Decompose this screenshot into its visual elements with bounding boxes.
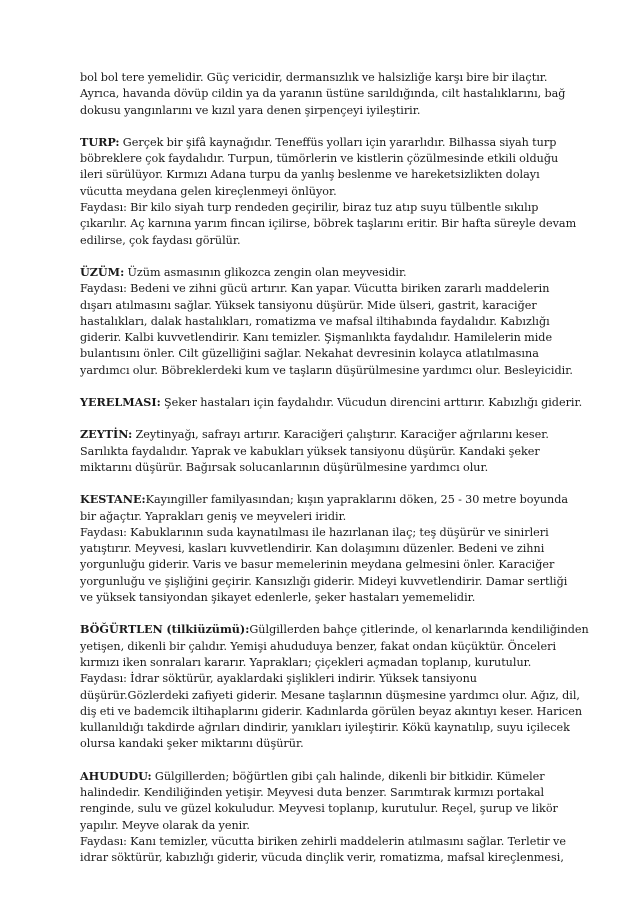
line-text: yetişen, dikenli bir çalıdır. Yemişi ahududuya benzer, fakat ondan küçüktür. Önceleri <box>80 639 557 653</box>
text-line <box>80 768 560 785</box>
text-line <box>80 557 560 573</box>
text-line <box>80 590 560 606</box>
text-line <box>80 103 560 119</box>
text-line <box>80 314 560 330</box>
section-heading: YERELMASI: <box>80 395 161 410</box>
line-text: giderir. Kalbi kuvvetlendirir. Kanı temizler. Şişmanlıkta faydalıdır. Hamilelerin mide <box>80 331 553 345</box>
line-text: Zeytinyağı, safrayı artırır. Karaciğeri çalıştırır. Karaciğer ağrılarını keser. <box>132 428 549 442</box>
line-text: Faydası: Kabuklarının suda kaynatılması ile hazırlanan ilaç; teş düşürür ve sinirleri <box>80 525 549 539</box>
text-line <box>80 671 560 687</box>
section-heading: ÜZÜM: <box>80 264 125 279</box>
text-line <box>80 184 560 200</box>
line-text: Faydası: Bedeni ve zihni gücü artırır. Kan yapar. Vücutta biriken zararlı maddelerin <box>80 282 550 296</box>
text-line <box>80 834 566 850</box>
text-line <box>80 134 560 151</box>
text-line <box>80 444 560 460</box>
text-line <box>80 394 583 411</box>
line-text: yatıştırır. Meyvesi, kasları kuvvetlendirir. Kan dolaşımını düzenler. Bedeni ve zihni <box>80 542 545 556</box>
line-text: ileri sürülüyor. Kırmızı Adana turpu da yanlış beslenme ve hareketsizlikten dolayı <box>80 168 540 182</box>
line-text: Gülgillerden bahçe çitlerinde, ol kenarlarında kendiliğinden <box>249 623 589 637</box>
text-line <box>80 801 560 817</box>
line-text: idrar söktürür, kabızlığı giderir, vücuda dinçlik verir, romatizma, mafsal kireçlenmesi, <box>80 851 564 865</box>
line-text: bol bol tere yemelidir. Güç vericidir, dermansızlık ve halsizliğe karşı bire bir ilaçtır. <box>80 71 548 84</box>
line-text: bir ağaçtır. Yaprakları geniş ve meyveleri iridir. <box>80 509 347 523</box>
line-text: hastalıkları, dalak hastalıkları, romatizma ve mafsal iltihabında faydalıdır. Kabızlığı <box>80 314 550 328</box>
line-text: ve yüksek tansiyondan şikayet edenlerle, şeker hastaları yememelidir. <box>80 591 476 605</box>
text-line <box>80 298 560 314</box>
line-text: Faydası: İdrar söktürür, ayaklardaki şişlikleri indirir. Yüksek tansiyonu <box>80 672 477 686</box>
line-text: düşürür.Gözlerdeki zafiyeti giderir. Mesane taşlarının düşmesine yardımcı olur. Ağız, dil, <box>80 688 580 702</box>
line-text: Gerçek bir şifâ kaynağıdır. Teneffüs yolları için yararlıdır. Bilhassa siyah turp <box>119 135 557 149</box>
paragraph <box>80 768 566 867</box>
line-text: Ayrıca, havanda dövüp cildin ya da yaranın üstüne sarıldığında, cilt hastalıklarını, bağ <box>80 87 566 101</box>
text-line <box>80 86 566 102</box>
text-line <box>80 639 560 655</box>
text-line <box>80 655 560 671</box>
paragraph <box>80 394 583 411</box>
paragraph <box>80 426 560 476</box>
line-text: Sarılıkta faydalıdır. Yaprak ve kabukları yüksek tansiyonu düşürür. Kandaki şeker <box>80 444 540 458</box>
text-line <box>80 70 560 86</box>
text-line <box>80 264 560 281</box>
text-line <box>80 491 569 508</box>
line-text: Faydası: Kanı temizler, vücutta biriken zehirli maddelerin atılmasını sağlar. Terletir ve <box>80 834 566 848</box>
line-text: halindedir. Kendiliğinden yetişir. Meyvesi duta benzer. Sarımtırak kırmızı portakal <box>80 785 545 799</box>
line-text: renginde, sulu ve güzel kokuludur. Meyvesi toplanıp, kurutulur. Reçel, şurup ve likör <box>80 802 558 816</box>
text-line <box>80 736 560 752</box>
text-line <box>80 541 560 557</box>
line-text: yardımcı olur. Böbreklerdeki kum ve taşların düşürülmesine yardımcı olur. Besleyicidir. <box>80 363 573 377</box>
text-line <box>80 233 560 249</box>
text-line <box>80 200 560 216</box>
text-line <box>80 330 560 346</box>
text-line <box>80 167 560 183</box>
line-text: miktarını düşürür. Bağırsak solucanlarının düşürülmesine yardımcı olur. <box>80 460 489 474</box>
paragraph <box>80 264 573 379</box>
text-line <box>80 621 589 638</box>
text-line <box>80 574 568 590</box>
text-line <box>80 818 560 834</box>
line-text: dokusu yangınlarını ve kızıl yara denen şirpençeyi iyileştirir. <box>80 103 421 117</box>
line-text: kullanıldığı takdirde ağrıları dindirir, yanıkları iyileştirir. Kökü kaynatılıp, suyu içilecek <box>80 721 570 735</box>
text-line <box>80 688 580 704</box>
line-text: Üzüm asmasının glikozca zengin olan meyvesidir. <box>124 265 407 279</box>
text-line <box>80 426 560 443</box>
text-line <box>80 346 560 362</box>
paragraph <box>80 134 577 249</box>
text-line <box>80 363 573 379</box>
line-text: Faydası: Bir kilo siyah turp rendeden geçirilir, biraz tuz atıp suyu tülbentle sıkılıp <box>80 201 539 215</box>
line-text: yorgunluğu giderir. Varis ve basur memelerinin meydana gelmesini önler. Karaciğer <box>80 558 555 572</box>
line-text: bulantısını önler. Cilt güzelliğini sağlar. Nekahat devresinin kolayca atlatılmasına <box>80 347 539 361</box>
section-heading: BÖĞÜRTLEN (tilkiüzümü): <box>80 622 250 637</box>
line-text: Gülgillerden; böğürtlen gibi çalı halinde, dikenli bir bitkidir. Kümeler <box>151 769 545 783</box>
document-page <box>80 70 589 881</box>
section-heading: ZEYTİN: <box>80 427 133 442</box>
text-line <box>80 850 564 866</box>
paragraph <box>80 621 589 752</box>
line-text: böbreklere çok faydalıdır. Turpun, tümörlerin ve kistlerin çözülmesinde etkili olduğu <box>80 152 559 166</box>
section-heading: TURP: <box>80 134 120 149</box>
line-text: yapılır. Meyve olarak da yenir. <box>80 818 250 832</box>
line-text: dışarı atılmasını sağlar. Yüksek tansiyonu düşürür. Mide ülseri, gastrit, karaciğer <box>80 298 537 312</box>
text-line <box>80 704 583 720</box>
text-line <box>80 525 560 541</box>
text-line <box>80 509 560 525</box>
line-text: diş eti ve bademcik iltihaplarını giderir. Kadınlarda görülen beyaz akıntıyı keser. Haricen <box>80 704 583 718</box>
line-text: edilirse, çok faydası görülür. <box>80 233 241 247</box>
section-heading: AHUDUDU: <box>80 768 152 783</box>
line-text: çıkarılır. Aç karnına yarım fincan içilirse, böbrek taşlarını eritir. Bir hafta süreyle devam <box>80 217 577 231</box>
line-text: kırmızı iken sonraları kararır. Yaprakları; çiçekleri açmadan toplanıp, kurutulur. <box>80 655 532 669</box>
section-heading: KESTANE: <box>80 492 146 507</box>
text-line <box>80 281 560 297</box>
paragraph <box>80 70 566 119</box>
text-line <box>80 460 560 476</box>
line-text: vücutta meydana gelen kireçlenmeyi önlüyor. <box>80 184 337 198</box>
line-text: Şeker hastaları için faydalıdır. Vücudun direncini arttırır. Kabızlığı giderir. <box>160 396 583 410</box>
text-line <box>80 216 577 232</box>
line-text: yorgunluğu ve şişliğini geçirir. Kansızlığı giderir. Mideyi kuvvetlendirir. Damar sertliği <box>80 574 568 588</box>
text-line <box>80 720 570 736</box>
text-line <box>80 785 560 801</box>
line-text: olursa kandaki şeker miktarını düşürür. <box>80 737 304 751</box>
line-text: Kayıngiller familyasından; kışın yapraklarını döken, 25 - 30 metre boyunda <box>145 493 569 507</box>
text-line <box>80 151 560 167</box>
paragraph <box>80 491 569 606</box>
